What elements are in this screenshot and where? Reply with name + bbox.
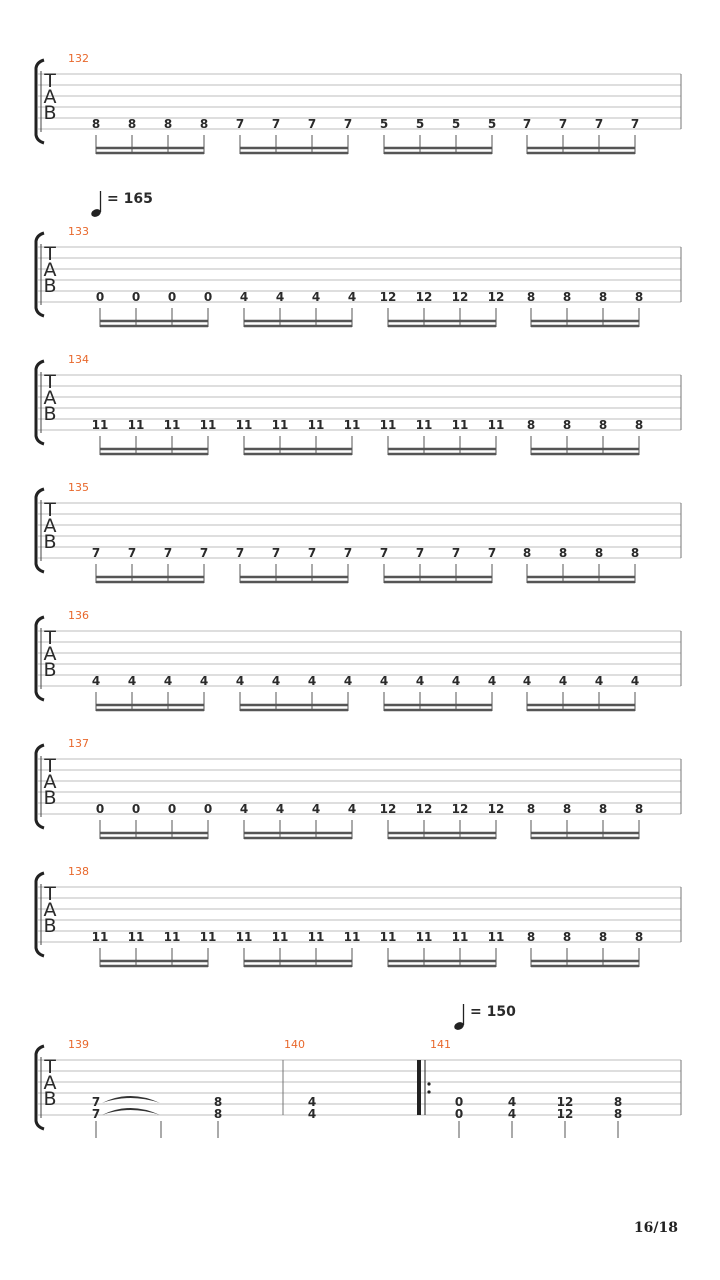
tab-letter-a: A xyxy=(43,771,57,793)
tab-letter-t: T xyxy=(44,627,56,649)
fret-number: 4 xyxy=(163,674,173,688)
fret-number: 0 xyxy=(454,1095,464,1109)
fret-number: 12 xyxy=(556,1107,574,1121)
fret-number: 4 xyxy=(487,674,497,688)
beam-group xyxy=(527,418,643,455)
fret-number: 7 xyxy=(451,546,461,560)
beam-group xyxy=(523,674,639,711)
fret-number: 4 xyxy=(127,674,137,688)
fret-number: 5 xyxy=(451,117,461,131)
beam-group xyxy=(92,930,217,967)
tab-letter-a: A xyxy=(43,259,57,281)
fret-number: 8 xyxy=(634,930,644,944)
fret-number: 7 xyxy=(307,117,317,131)
fret-number: 8 xyxy=(613,1095,623,1109)
fret-number: 4 xyxy=(347,802,357,816)
tie xyxy=(102,1096,160,1103)
tab-letter-a: A xyxy=(43,643,57,665)
tab-letter-t: T xyxy=(44,499,56,521)
tab-letter-a: A xyxy=(43,86,57,108)
fret-number: 5 xyxy=(487,117,497,131)
fret-number: 7 xyxy=(91,546,101,560)
fret-number: 8 xyxy=(630,546,640,560)
fret-number: 11 xyxy=(487,930,505,944)
beam-group xyxy=(92,674,208,711)
fret-number: 7 xyxy=(558,117,568,131)
beam-group xyxy=(527,802,643,839)
tab-letter-b: B xyxy=(43,403,57,425)
fret-number: 8 xyxy=(526,290,536,304)
fret-number: 11 xyxy=(307,418,325,432)
fret-number: 5 xyxy=(379,117,389,131)
fret-number: 7 xyxy=(343,546,353,560)
fret-number: 11 xyxy=(127,930,145,944)
fret-number: 8 xyxy=(613,1107,623,1121)
fret-number: 0 xyxy=(95,290,105,304)
fret-number: 7 xyxy=(235,546,245,560)
fret-number: 4 xyxy=(307,1095,317,1109)
tab-letter-b: B xyxy=(43,102,57,124)
page-number: 16/18 xyxy=(633,1220,678,1236)
beam-group xyxy=(92,546,208,583)
measure-number: 140 xyxy=(284,1038,305,1051)
fret-number: 4 xyxy=(343,674,353,688)
fret-number: 4 xyxy=(91,674,101,688)
fret-number: 11 xyxy=(163,930,181,944)
fret-number: 8 xyxy=(562,290,572,304)
tempo-value: = 150 xyxy=(470,1004,516,1020)
fret-number: 4 xyxy=(415,674,425,688)
fret-number: 4 xyxy=(239,802,249,816)
fret-number: 11 xyxy=(91,930,109,944)
measure-number: 135 xyxy=(68,481,89,494)
beam-group xyxy=(240,802,356,839)
beam-group xyxy=(380,418,505,455)
tab-letter-t: T xyxy=(44,70,56,92)
fret-number: 8 xyxy=(634,290,644,304)
tab-letter-b: B xyxy=(43,787,57,809)
fret-number: 8 xyxy=(213,1095,223,1109)
fret-number: 8 xyxy=(522,546,532,560)
fret-number: 7 xyxy=(307,546,317,560)
fret-number: 4 xyxy=(507,1095,517,1109)
tab-letter-a: A xyxy=(43,1072,57,1094)
fret-number: 0 xyxy=(167,290,177,304)
measure-number: 136 xyxy=(68,609,89,622)
tab-letter-t: T xyxy=(44,371,56,393)
tab-letter-a: A xyxy=(43,899,57,921)
tab-letter-b: B xyxy=(43,275,57,297)
fret-number: 11 xyxy=(235,930,253,944)
beam-group xyxy=(380,674,496,711)
beam-group xyxy=(236,117,352,154)
fret-number: 5 xyxy=(415,117,425,131)
fret-number: 7 xyxy=(594,117,604,131)
fret-number: 4 xyxy=(594,674,604,688)
fret-number: 8 xyxy=(526,418,536,432)
beam-group xyxy=(380,117,496,154)
fret-number: 11 xyxy=(343,930,361,944)
fret-number: 11 xyxy=(235,418,253,432)
fret-number: 7 xyxy=(487,546,497,560)
fret-number: 4 xyxy=(522,674,532,688)
fret-number: 0 xyxy=(131,290,141,304)
tempo-marking xyxy=(453,1004,516,1031)
fret-number: 11 xyxy=(91,418,109,432)
beam-group xyxy=(527,290,643,327)
tab-letter-b: B xyxy=(43,531,57,553)
fret-number: 8 xyxy=(163,117,173,131)
fret-number: 11 xyxy=(127,418,145,432)
fret-number: 8 xyxy=(598,290,608,304)
fret-number: 4 xyxy=(507,1107,517,1121)
fret-number: 8 xyxy=(199,117,209,131)
fret-number: 8 xyxy=(598,802,608,816)
repeat-thick-barline xyxy=(417,1060,421,1115)
fret-number: 11 xyxy=(271,418,289,432)
fret-number: 11 xyxy=(451,930,469,944)
fret-number: 12 xyxy=(379,802,397,816)
fret-number: 11 xyxy=(487,418,505,432)
tab-letter-b: B xyxy=(43,659,57,681)
measure-number: 141 xyxy=(430,1038,451,1051)
fret-number: 8 xyxy=(562,802,572,816)
fret-number: 11 xyxy=(199,930,217,944)
tab-letter-a: A xyxy=(43,515,57,537)
fret-number: 11 xyxy=(451,418,469,432)
fret-number: 7 xyxy=(415,546,425,560)
tab-letter-b: B xyxy=(43,915,57,937)
fret-number: 8 xyxy=(213,1107,223,1121)
fret-number: 12 xyxy=(487,290,505,304)
beam-group xyxy=(236,546,352,583)
beam-group xyxy=(380,546,496,583)
fret-number: 4 xyxy=(271,674,281,688)
repeat-dot xyxy=(427,1090,430,1093)
fret-number: 7 xyxy=(235,117,245,131)
fret-number: 7 xyxy=(271,117,281,131)
fret-number: 4 xyxy=(307,674,317,688)
fret-number: 11 xyxy=(343,418,361,432)
fret-number: 7 xyxy=(199,546,209,560)
beam-group xyxy=(236,674,352,711)
repeat-dot xyxy=(427,1082,430,1085)
fret-number: 4 xyxy=(275,290,285,304)
beam-group xyxy=(523,117,639,154)
fret-number: 0 xyxy=(203,290,213,304)
beam-group xyxy=(380,930,505,967)
beam-group xyxy=(236,930,361,967)
beam-group xyxy=(380,290,505,327)
fret-number: 7 xyxy=(91,1095,101,1109)
fret-number: 4 xyxy=(379,674,389,688)
tab-letter-b: B xyxy=(43,1088,57,1110)
fret-number: 12 xyxy=(451,290,469,304)
beam-group xyxy=(236,418,361,455)
beam-group xyxy=(96,290,212,327)
fret-number: 4 xyxy=(199,674,209,688)
fret-number: 8 xyxy=(594,546,604,560)
measure-number: 133 xyxy=(68,225,89,238)
fret-number: 8 xyxy=(634,802,644,816)
fret-number: 12 xyxy=(451,802,469,816)
fret-number: 11 xyxy=(379,930,397,944)
measure-number: 137 xyxy=(68,737,89,750)
measure-number: 138 xyxy=(68,865,89,878)
beam-group xyxy=(92,418,217,455)
tab-letter-t: T xyxy=(44,243,56,265)
fret-number: 4 xyxy=(451,674,461,688)
measure-number: 139 xyxy=(68,1038,89,1051)
beam-group xyxy=(523,546,639,583)
fret-number: 12 xyxy=(556,1095,574,1109)
fret-number: 0 xyxy=(95,802,105,816)
fret-number: 4 xyxy=(630,674,640,688)
measure-number: 134 xyxy=(68,353,89,366)
beam-group xyxy=(96,802,212,839)
tie xyxy=(102,1108,160,1115)
fret-number: 4 xyxy=(311,802,321,816)
fret-number: 8 xyxy=(562,418,572,432)
fret-number: 11 xyxy=(163,418,181,432)
fret-number: 7 xyxy=(630,117,640,131)
fret-number: 8 xyxy=(634,418,644,432)
fret-number: 8 xyxy=(526,930,536,944)
fret-number: 0 xyxy=(167,802,177,816)
fret-number: 8 xyxy=(91,117,101,131)
fret-number: 7 xyxy=(271,546,281,560)
fret-number: 4 xyxy=(347,290,357,304)
fret-number: 8 xyxy=(598,930,608,944)
fret-number: 7 xyxy=(379,546,389,560)
fret-number: 12 xyxy=(415,802,433,816)
fret-number: 7 xyxy=(522,117,532,131)
tab-staff xyxy=(36,1046,681,1129)
fret-number: 12 xyxy=(487,802,505,816)
fret-number: 8 xyxy=(127,117,137,131)
fret-number: 4 xyxy=(235,674,245,688)
fret-number: 11 xyxy=(199,418,217,432)
fret-number: 7 xyxy=(127,546,137,560)
tab-letter-t: T xyxy=(44,883,56,905)
fret-number: 11 xyxy=(307,930,325,944)
fret-number: 12 xyxy=(379,290,397,304)
fret-number: 4 xyxy=(311,290,321,304)
fret-number: 4 xyxy=(275,802,285,816)
fret-number: 7 xyxy=(343,117,353,131)
measure-number: 132 xyxy=(68,52,89,65)
fret-number: 4 xyxy=(239,290,249,304)
fret-number: 11 xyxy=(379,418,397,432)
fret-number: 8 xyxy=(526,802,536,816)
tab-letter-t: T xyxy=(44,1056,56,1078)
fret-number: 8 xyxy=(562,930,572,944)
tempo-value: = 165 xyxy=(107,191,153,207)
fret-number: 12 xyxy=(415,290,433,304)
fret-number: 0 xyxy=(203,802,213,816)
beam-group xyxy=(92,117,208,154)
fret-number: 11 xyxy=(415,930,433,944)
fret-number: 11 xyxy=(415,418,433,432)
fret-number: 0 xyxy=(454,1107,464,1121)
fret-number: 4 xyxy=(307,1107,317,1121)
fret-number: 11 xyxy=(271,930,289,944)
fret-number: 7 xyxy=(163,546,173,560)
fret-number: 4 xyxy=(558,674,568,688)
fret-number: 0 xyxy=(131,802,141,816)
beam-group xyxy=(527,930,643,967)
fret-number: 8 xyxy=(558,546,568,560)
fret-number: 8 xyxy=(598,418,608,432)
tempo-marking xyxy=(90,191,153,218)
beam-group xyxy=(240,290,356,327)
tab-letter-t: T xyxy=(44,755,56,777)
fret-number: 7 xyxy=(91,1107,101,1121)
tab-letter-a: A xyxy=(43,387,57,409)
beam-group xyxy=(380,802,505,839)
